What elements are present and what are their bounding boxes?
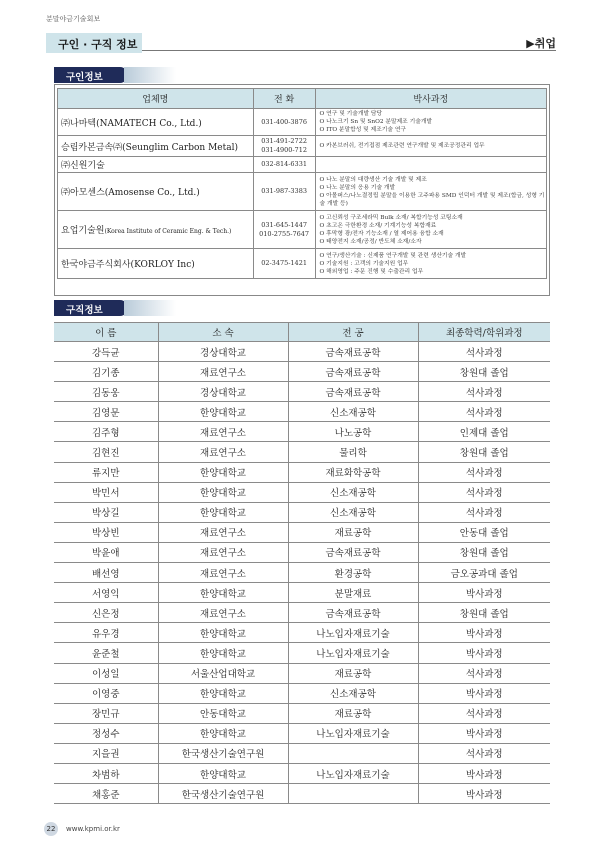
company-name-text: 요업기술원 [61,226,105,236]
job-offer-row [58,173,547,211]
col-header-phone: 전 화 [253,89,315,109]
phone-number: 02-3475-1421 [261,259,307,267]
phd-duties [315,173,546,211]
duty-item: O 나노 분말의 대량생산 기술 개발 및 제조 [320,176,545,184]
seeker-degree: 석사과정 [418,462,550,482]
section-title: 구인 · 구직 정보 [58,38,138,51]
job-seekers-header-row [54,323,550,342]
company-name-english: (Korea Institute of Ceramic Eng. & Tech.) [104,228,232,235]
seeker-major: 환경공학 [288,563,418,583]
company-name-text: ㈜아모센스(Amosense Co., Ltd.) [61,188,200,198]
job-seeker-row [54,422,550,442]
journal-name: 분말야금기술회보 [46,15,101,23]
seeker-major: 재료화학공학 [288,462,418,482]
seeker-name: 김현진 [54,442,158,462]
job-seeker-row [54,743,550,763]
seeker-affiliation: 한양대학교 [158,583,288,603]
seeker-degree: 금오공과대 졸업 [418,563,550,583]
seeker-major: 나노입자재료기술 [288,643,418,663]
job-seeker-row [54,763,550,783]
seeker-degree: 박사과정 [418,683,550,703]
seeker-degree: 박사과정 [418,723,550,743]
seeker-name: 배선영 [54,563,158,583]
seeker-degree: 창원대 졸업 [418,542,550,562]
seeker-affiliation: 안동대학교 [158,703,288,723]
tab-fade [124,67,176,83]
company-name-text: 한국야금주식회사(KORLOY Inc) [61,260,195,270]
seeker-major: 물리학 [288,442,418,462]
seeker-affiliation: 한양대학교 [158,723,288,743]
job-seeker-row [54,623,550,643]
seeker-major: 금속재료공학 [288,362,418,382]
seeker-affiliation: 재료연구소 [158,362,288,382]
job-offer-row [58,211,547,249]
job-offer-row [58,109,547,136]
seeker-major: 금속재료공학 [288,342,418,362]
seeker-major: 신소재공학 [288,502,418,522]
job-seeker-row [54,362,550,382]
job-offer-row [58,157,547,173]
job-offer-row [58,136,547,157]
job-seeker-row [54,462,550,482]
job-seekers-table [54,322,550,804]
company-name [58,173,254,211]
seeker-degree: 창원대 졸업 [418,603,550,623]
seeker-degree: 박사과정 [418,583,550,603]
job-offers-table [57,88,547,279]
job-seeker-row [54,382,550,402]
col-header-phd: 박사과정 [315,89,546,109]
job-offers-tab [54,67,178,83]
job-seeker-row [54,583,550,603]
footer-url: www.kpmi.or.kr [66,825,120,833]
seeker-name: 지을권 [54,743,158,763]
seeker-major: 금속재료공학 [288,542,418,562]
seeker-degree: 박사과정 [418,643,550,663]
phone-number: 031-4900-712 [261,146,307,154]
seeker-major: 재료공학 [288,703,418,723]
phone-number: 032-814-6331 [261,160,307,168]
seeker-degree: 석사과정 [418,502,550,522]
seeker-degree: 석사과정 [418,482,550,502]
company-name [58,211,254,249]
phone-number: 031-987-3383 [261,187,307,195]
job-offers-tab-pill [54,67,128,83]
job-seeker-row [54,342,550,362]
job-offers-tab-label: 구인정보 [66,72,103,83]
phd-duties [315,157,546,173]
job-seekers-tab-pill [54,300,128,316]
seeker-major: 금속재료공학 [288,382,418,402]
seeker-major: 재료공학 [288,663,418,683]
seeker-name: 장민규 [54,703,158,723]
duty-item: O 아몰퍼스/나노결정립 분말을 이용한 고주파용 SMD 인덕터 개발 및 제조(합금, 성형 기술 개발 등) [320,192,545,208]
seeker-name: 정성수 [54,723,158,743]
seeker-affiliation: 재료연구소 [158,542,288,562]
job-seeker-row [54,563,550,583]
seeker-major: 나노입자재료기술 [288,623,418,643]
phd-duties [315,136,546,157]
job-offers-header-row [58,89,547,109]
job-offer-row [58,249,547,279]
seeker-name: 이영중 [54,683,158,703]
seeker-affiliation: 한양대학교 [158,502,288,522]
seeker-degree: 석사과정 [418,342,550,362]
duty-item: O 기술지원 : 고객의 기술지원 업무 [320,260,545,268]
seeker-name: 김기종 [54,362,158,382]
seeker-name: 차범하 [54,763,158,783]
job-seeker-row [54,643,550,663]
company-phone [253,136,315,157]
phd-duties [315,249,546,279]
company-name [58,249,254,279]
seeker-degree: 인제대 졸업 [418,422,550,442]
seeker-major: 신소재공학 [288,482,418,502]
seeker-major: 재료공학 [288,522,418,542]
seeker-major: 신소재공학 [288,683,418,703]
seeker-affiliation: 한양대학교 [158,643,288,663]
seeker-degree: 박사과정 [418,623,550,643]
seeker-degree: 석사과정 [418,663,550,683]
seeker-name: 김주형 [54,422,158,442]
seeker-major: 나노입자재료기술 [288,723,418,743]
company-name [58,109,254,136]
job-seeker-row [54,482,550,502]
seeker-major: 금속재료공학 [288,603,418,623]
phd-duties [315,211,546,249]
seeker-degree: 석사과정 [418,382,550,402]
duty-item: O 해외영업 : 주문 진행 및 수출관리 업무 [320,268,545,276]
company-phone [253,249,315,279]
phd-duties [315,109,546,136]
duty-item: O 연구 및 기술개발 담당 [320,110,545,118]
phone-number: 031-491-2722 [261,137,307,145]
job-offers-box [54,84,550,296]
seeker-name: 윤준철 [54,643,158,663]
seeker-affiliation: 한양대학교 [158,462,288,482]
tab-fade [124,300,176,316]
seeker-degree: 박사과정 [418,763,550,783]
col-header-company: 업체명 [58,89,254,109]
col-header-major: 전 공 [288,323,418,342]
duty-item: O 후막형 광/전자 기능소재 / 열 제어용 융합 소재 [320,230,545,238]
seeker-affiliation: 한양대학교 [158,402,288,422]
job-seekers-tab [54,300,178,316]
job-seeker-row [54,542,550,562]
seeker-name: 박윤애 [54,542,158,562]
duty-item: O ITO 분말합성 및 제조기술 연구 [320,126,545,134]
section-header [46,33,556,53]
seeker-affiliation: 재료연구소 [158,422,288,442]
col-header-degree: 최종학력/학위과정 [418,323,550,342]
company-name-text: ㈜신원기술 [61,161,105,171]
duty-item: O 나노크기 Sn 및 SnO2 분말제조 기술개발 [320,118,545,126]
seeker-affiliation: 한양대학교 [158,623,288,643]
duty-item: O 고신뢰성 구조세라믹 Bulk 소재/ 복합기능성 코팅소재 [320,214,545,222]
seeker-name: 박상길 [54,502,158,522]
job-seeker-row [54,784,550,804]
seeker-major [288,784,418,804]
seeker-affiliation: 서울산업대학교 [158,663,288,683]
seeker-affiliation: 한양대학교 [158,683,288,703]
seeker-affiliation: 한양대학교 [158,763,288,783]
job-seeker-row [54,663,550,683]
seeker-affiliation: 재료연구소 [158,603,288,623]
company-name [58,157,254,173]
job-seeker-row [54,723,550,743]
seeker-affiliation: 재료연구소 [158,442,288,462]
company-name-text: 승림카본금속㈜(Seunglim Carbon Metal) [61,142,238,153]
seeker-name: 박상빈 [54,522,158,542]
seeker-major: 신소재공학 [288,402,418,422]
job-seeker-row [54,502,550,522]
seeker-degree: 석사과정 [418,402,550,422]
seeker-name: 박민서 [54,482,158,502]
duty-item: O 초고온 극한환경 소재/ 기계기능성 복합재료 [320,222,545,230]
section-title-box [46,33,142,53]
duty-item: O 연구/생산기술 : 신제품 연구개발 및 관련 생산기술 개발 [320,252,545,260]
seeker-name: 서영익 [54,583,158,603]
duty-item: O 카본브러쉬, 전기접점 제조관련 연구개발 및 제조공정관리 업무 [320,142,545,150]
category-label: ▶취업 [526,37,556,50]
seeker-major: 분말재료 [288,583,418,603]
seeker-affiliation: 경상대학교 [158,342,288,362]
seeker-affiliation: 한국생산기술연구원 [158,784,288,804]
seeker-affiliation: 한양대학교 [158,482,288,502]
seeker-major: 나노공학 [288,422,418,442]
company-phone [253,211,315,249]
company-phone [253,109,315,136]
seeker-major: 나노입자재료기술 [288,763,418,783]
duty-item: O 태양전지 소재/공정/ 반도체 소재/소자 [320,238,545,246]
company-name [58,136,254,157]
seeker-affiliation: 한국생산기술연구원 [158,743,288,763]
phone-number: 010-2755-7647 [259,229,310,238]
seeker-degree: 석사과정 [418,743,550,763]
seeker-name: 김동웅 [54,382,158,402]
seeker-name: 신은정 [54,603,158,623]
col-header-affiliation: 소 속 [158,323,288,342]
col-header-name: 이 름 [54,323,158,342]
seeker-degree: 창원대 졸업 [418,442,550,462]
page-number: 22 [44,822,58,836]
seeker-name: 유우경 [54,623,158,643]
phone-number: 031-400-3876 [261,117,307,126]
seeker-affiliation: 경상대학교 [158,382,288,402]
seeker-name: 강득균 [54,342,158,362]
duty-item: O 나노 분말의 응용 기술 개발 [320,184,545,192]
job-seeker-row [54,402,550,422]
seeker-degree: 창원대 졸업 [418,362,550,382]
seeker-major [288,743,418,763]
company-name-text: ㈜나마텍(NAMATECH Co., Ltd.) [61,118,202,129]
seeker-name: 채홍준 [54,784,158,804]
company-phone [253,157,315,173]
job-seeker-row [54,703,550,723]
seeker-degree: 석사과정 [418,703,550,723]
seeker-name: 이성일 [54,663,158,683]
section-divider [142,50,556,51]
phone-number: 031-645-1447 [261,220,307,229]
job-seeker-row [54,603,550,623]
seeker-degree: 박사과정 [418,784,550,804]
seeker-name: 김영문 [54,402,158,422]
job-seeker-row [54,522,550,542]
job-seeker-row [54,683,550,703]
seeker-affiliation: 재료연구소 [158,522,288,542]
company-phone [253,173,315,211]
seeker-name: 류지만 [54,462,158,482]
job-seekers-tab-label: 구직정보 [66,305,103,316]
seeker-affiliation: 재료연구소 [158,563,288,583]
job-seeker-row [54,442,550,462]
seeker-degree: 안동대 졸업 [418,522,550,542]
